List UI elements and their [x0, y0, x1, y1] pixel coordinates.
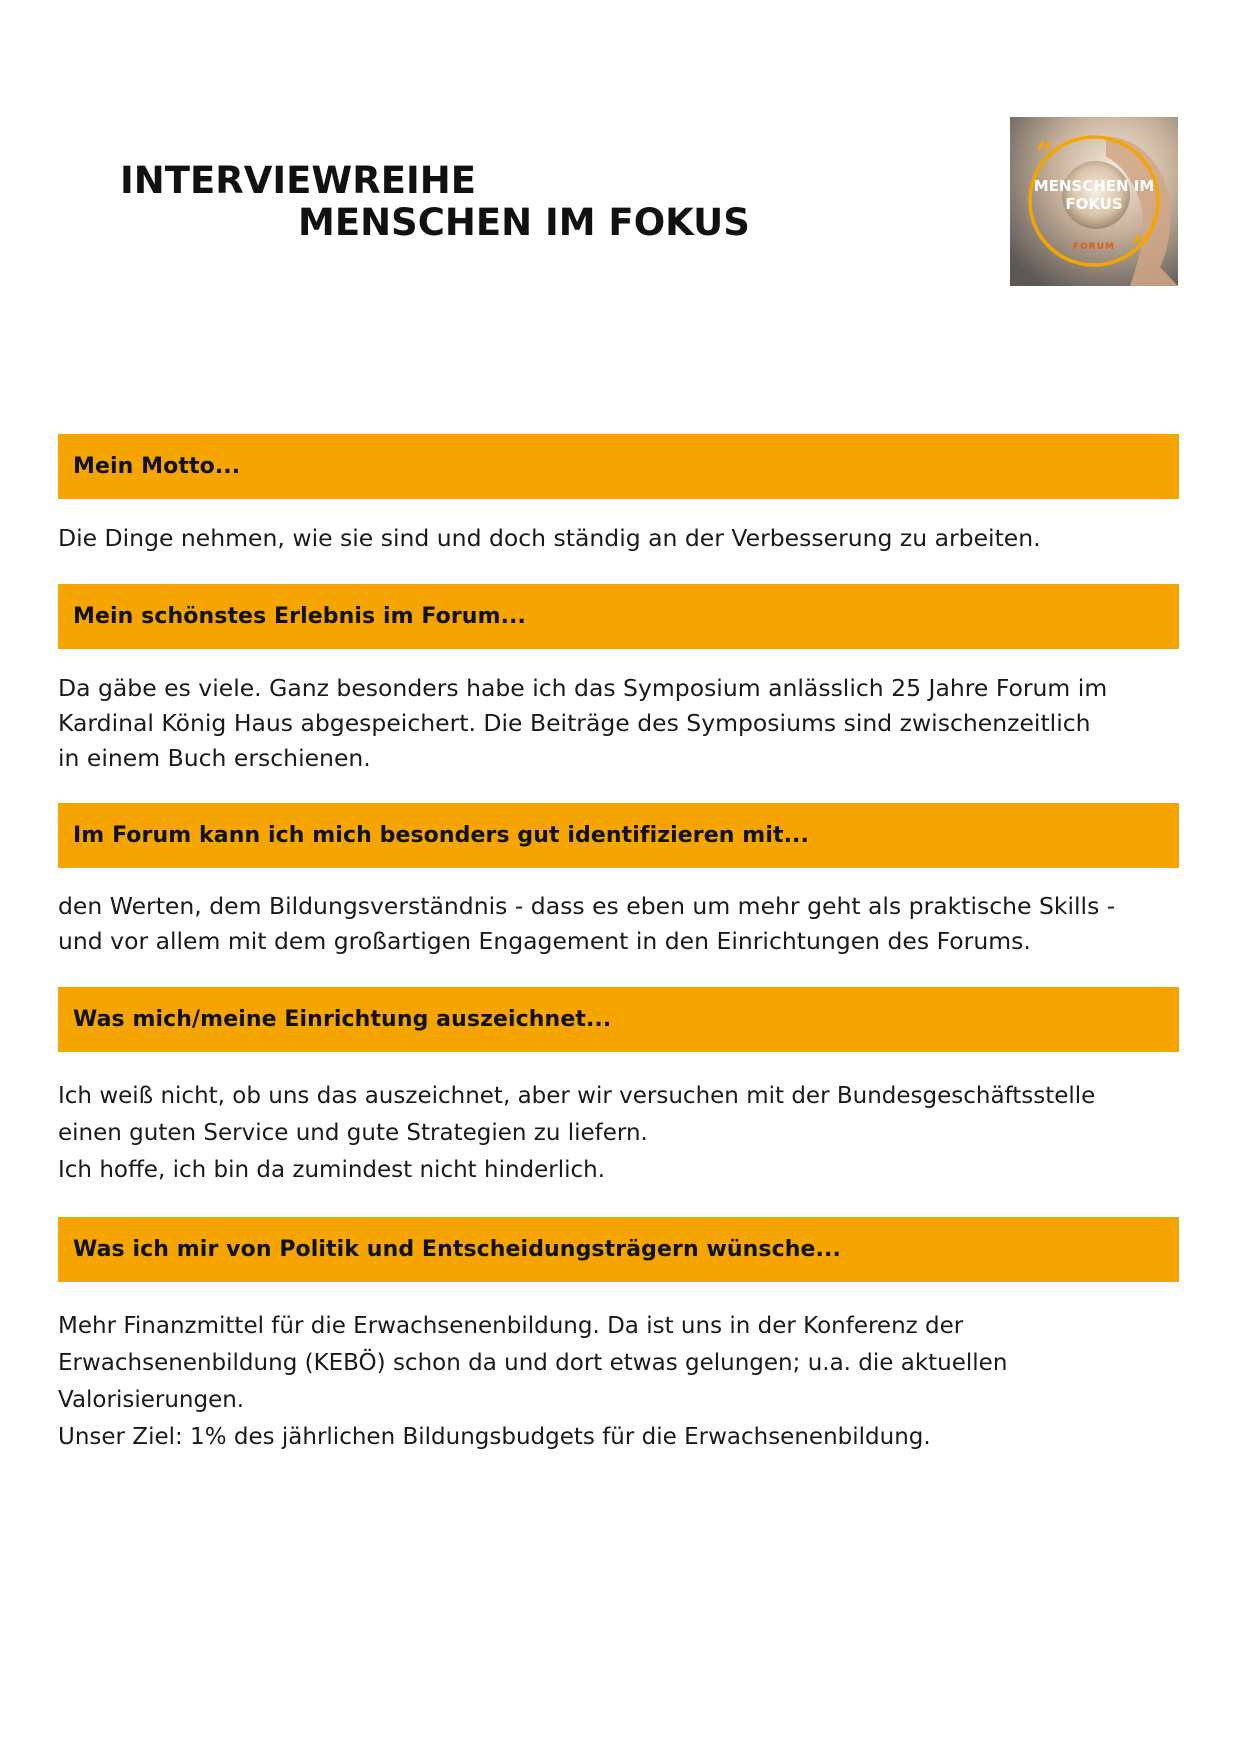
body-line: Mehr Finanzmittel für die Erwachsenenbildung. Da ist uns in der Konferenz der	[58, 1313, 964, 1339]
logo-brand: FORUM	[1073, 242, 1115, 252]
section-body-identifizieren	[58, 889, 1183, 959]
body-line: Erwachsenenbildung (KEBÖ) schon da und dort etwas gelungen; u.a. die aktuellen	[58, 1350, 1008, 1376]
section-header-erlebnis	[58, 584, 1179, 649]
section-body-auszeichnet	[58, 1078, 1183, 1189]
body-line: Die Dinge nehmen, wie sie sind und doch ständig an der Verbesserung zu arbeiten.	[58, 524, 1041, 552]
section-heading: Mein schönstes Erlebnis im Forum...	[73, 604, 526, 629]
section-heading: Im Forum kann ich mich besonders gut identifizieren mit...	[73, 823, 809, 848]
svg-text:“: “	[1036, 136, 1054, 171]
body-line: den Werten, dem Bildungsverständnis - dass es eben um mehr geht als praktische Skills -	[58, 892, 1116, 920]
body-line: einen guten Service und gute Strategien zu liefern.	[58, 1120, 648, 1146]
logo-graphic	[1010, 117, 1178, 286]
menschen-im-fokus-logo	[1010, 117, 1178, 286]
section-body-politik	[58, 1308, 1183, 1456]
section-body-motto	[58, 521, 1183, 556]
section-header-identifizieren	[58, 803, 1179, 868]
body-line: und vor allem mit dem großartigen Engagement in den Einrichtungen des Forums.	[58, 927, 1031, 955]
section-header-politik	[58, 1217, 1179, 1282]
title-line-2: MENSCHEN IM FOKUS	[298, 201, 750, 244]
page-title	[120, 160, 750, 244]
section-heading: Was ich mir von Politik und Entscheidungsträgern wünsche...	[73, 1237, 841, 1262]
logo-text-line-1: MENSCHEN IM	[1033, 177, 1155, 195]
body-line: Ich hoffe, ich bin da zumindest nicht hinderlich.	[58, 1157, 606, 1183]
section-heading: Was mich/meine Einrichtung auszeichnet...	[73, 1007, 612, 1032]
svg-text:”: ”	[1132, 230, 1150, 265]
logo-text-line-2: FOKUS	[1065, 195, 1123, 213]
body-line: Ich weiß nicht, ob uns das auszeichnet, aber wir versuchen mit der Bundesgeschäftsstelle	[58, 1083, 1096, 1109]
body-line: Unser Ziel: 1% des jährlichen Bildungsbudgets für die Erwachsenenbildung.	[58, 1424, 931, 1450]
body-line: in einem Buch erschienen.	[58, 744, 371, 772]
body-line: Valorisierungen.	[58, 1387, 245, 1413]
title-line-1: INTERVIEWREIHE	[120, 159, 476, 202]
body-line: Da gäbe es viele. Ganz besonders habe ich das Symposium anlässlich 25 Jahre Forum im	[58, 674, 1108, 702]
section-header-motto	[58, 434, 1179, 499]
section-header-auszeichnet	[58, 987, 1179, 1052]
section-heading: Mein Motto...	[73, 454, 241, 479]
body-line: Kardinal König Haus abgespeichert. Die Beiträge des Symposiums sind zwischenzeitlich	[58, 709, 1091, 737]
section-body-erlebnis	[58, 671, 1183, 776]
